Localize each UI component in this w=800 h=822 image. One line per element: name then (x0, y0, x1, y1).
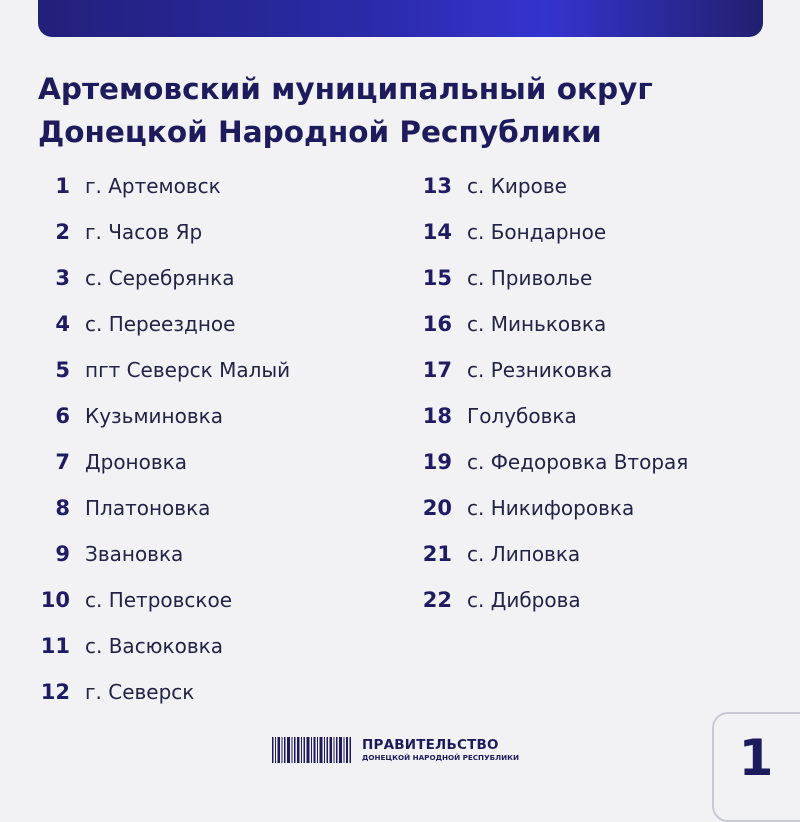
list-item (20, 347, 290, 393)
item-name: Кузьминовка (85, 404, 223, 428)
logo-sub-text: ДОНЕЦКОЙ НАРОДНОЙ РЕСПУБЛИКИ (362, 752, 519, 762)
list-item (20, 209, 290, 255)
item-name: Платоновка (85, 496, 211, 520)
item-name: с. Переездное (85, 312, 236, 336)
page-title (38, 68, 778, 154)
item-name: Звановка (85, 542, 184, 566)
list-item (20, 255, 290, 301)
item-number: 8 (55, 496, 70, 520)
item-number: 18 (422, 404, 452, 428)
item-number: 6 (55, 404, 70, 428)
logo-main-text: ПРАВИТЕЛЬСТВО (362, 736, 499, 753)
item-name: с. Диброва (467, 588, 581, 612)
list-item (20, 301, 290, 347)
item-number: 19 (422, 450, 452, 474)
list-item (402, 347, 688, 393)
item-number: 1 (55, 174, 70, 198)
settlement-list-left (20, 163, 290, 715)
item-number: 7 (55, 450, 70, 474)
list-item (20, 577, 290, 623)
logo-text (362, 738, 519, 763)
item-name: с. Никифоровка (467, 496, 635, 520)
list-item (402, 301, 688, 347)
list-item (402, 531, 688, 577)
item-name: с. Бондарное (467, 220, 607, 244)
item-number: 12 (40, 680, 70, 704)
list-item (20, 623, 290, 669)
list-item (402, 577, 688, 623)
item-number: 15 (422, 266, 452, 290)
list-item (402, 163, 688, 209)
settlement-list-right (402, 163, 688, 623)
item-name: с. Липовка (467, 542, 581, 566)
item-number: 21 (422, 542, 452, 566)
item-name: с. Петровское (85, 588, 233, 612)
title-line-2: Донецкой Народной Республики (38, 115, 602, 149)
item-name: Голубовка (467, 404, 577, 428)
item-name: г. Часов Яр (85, 220, 203, 244)
list-item (20, 669, 290, 715)
title-line-1: Артемовский муниципальный округ (38, 72, 653, 106)
item-name: с. Васюковка (85, 634, 223, 658)
item-number: 22 (422, 588, 452, 612)
item-number: 2 (55, 220, 70, 244)
government-logo (272, 735, 519, 765)
list-item (20, 439, 290, 485)
list-item (402, 255, 688, 301)
barcode-logo-icon (272, 737, 352, 763)
top-banner (38, 0, 763, 37)
item-number: 17 (422, 358, 452, 382)
list-item (402, 439, 688, 485)
list-item (402, 209, 688, 255)
list-item (402, 393, 688, 439)
item-name: с. Федоровка Вторая (467, 450, 689, 474)
list-item (402, 485, 688, 531)
item-number: 20 (422, 496, 452, 520)
item-number: 3 (55, 266, 70, 290)
item-number: 4 (55, 312, 70, 336)
item-name: с. Резниковка (467, 358, 613, 382)
item-name: Дроновка (85, 450, 187, 474)
item-name: с. Миньковка (467, 312, 607, 336)
item-number: 5 (55, 358, 70, 382)
item-number: 13 (422, 174, 452, 198)
list-item (20, 163, 290, 209)
item-number: 10 (40, 588, 70, 612)
item-name: пгт Северск Малый (85, 358, 291, 382)
item-number: 11 (40, 634, 70, 658)
page-number: 1 (738, 729, 774, 787)
item-number: 9 (55, 542, 70, 566)
item-name: с. Кирове (467, 174, 567, 198)
item-name: с. Серебрянка (85, 266, 235, 290)
item-name: г. Артемовск (85, 174, 221, 198)
item-number: 16 (422, 312, 452, 336)
item-name: с. Приволье (467, 266, 593, 290)
list-item (20, 393, 290, 439)
list-item (20, 485, 290, 531)
item-number: 14 (422, 220, 452, 244)
list-item (20, 531, 290, 577)
item-name: г. Северск (85, 680, 195, 704)
